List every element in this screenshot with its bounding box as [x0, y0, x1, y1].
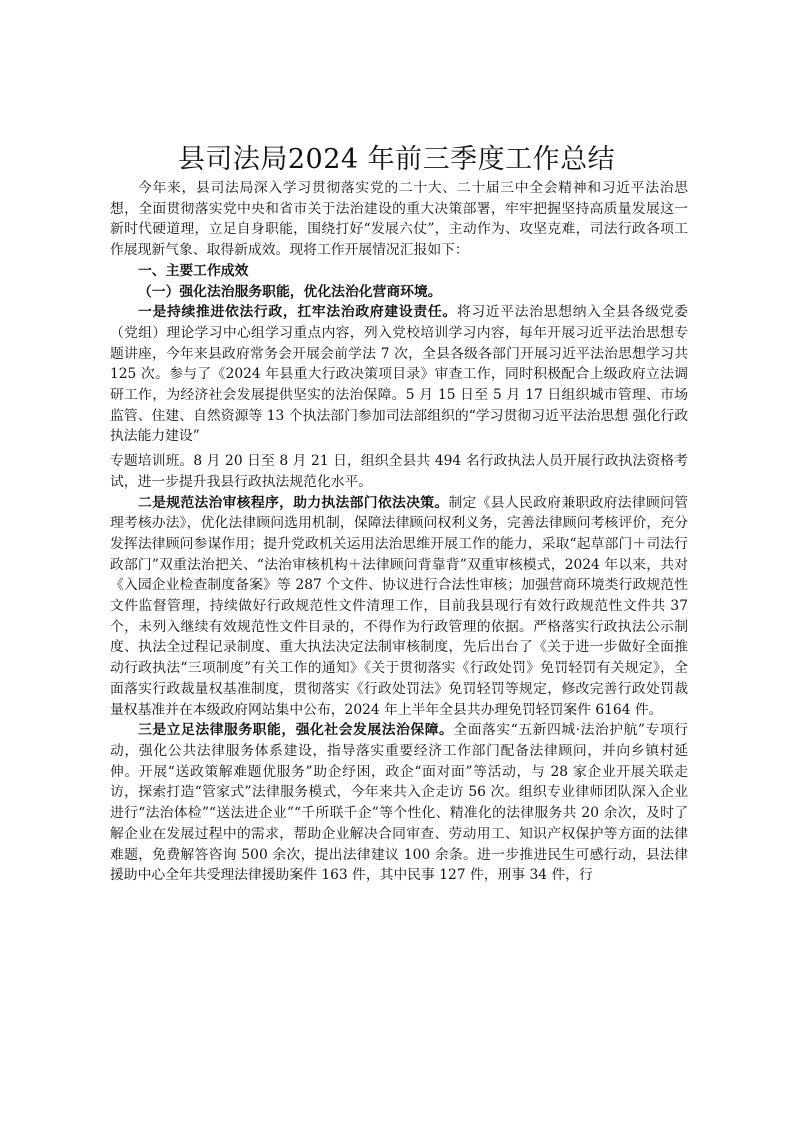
paragraph-lead: 三是立足法律服务职能，强化社会发展法治保障。	[138, 722, 454, 739]
document-body	[110, 178, 688, 886]
paragraph-text: 制定《县人民政府兼职政府法律顾问管理考核办法》，优化法律顾问选用机制，保障法律顾问权利义务，完善法律顾问考核评价，充分发挥法律顾问参谋作用；提升党政机关运用法治思维开展工作的能力，采取“起草部门＋司法行政部门”双重法治把关、“法治审核机构＋法律顾问背靠背”双重审核模式，2024 年以来，共对《入园企业检查制度备案》等 287 个文件、协议进行合法性审核；加强营商环境类行政规范性文件监督管理，持续做好行政规范性文件清理工作，目前我县现行有效行政规范性文件共 37 个，未列入继续有效规范性文件目录的，不得作为行政管理的依据。严格落实行政执法公示制度、执法全过程记录制度、重大执法决定法制审核制度，先后出台了《关于进一步做好全面推动行政执法“三项制度”有关工作的通知》《关于贯彻落实《行政处罚》免罚轻罚有关规定》，全面落实行政裁量权基准制度，贯彻落实《行政处罚法》免罚轻罚等规定，修改完善行政处罚裁量权基准并在本级政府网站集中公布，2024 年上半年全县共办理免罚轻罚案件 6164 件。	[110, 494, 689, 718]
paragraph-continuation: 专题培训班。8 月 20 日至 8 月 21 日，组织全县共 494 名行政执法人员开展行政执法资格考试，进一步提升我县行政执法规范化水平。	[110, 453, 688, 490]
paragraph-text: 将习近平法治思想纳入全县各级党委（党组）理论学习中心组学习重点内容，列入党校培训学习内容，每年开展习近平法治思想专题讲座，今年来县政府常务会开展会前学法 7 次，全县各级各部门开展习近平法治思想学习共 125 次。参与了《2024 年县重大行政决策项目录》审查工作，同时积极配合上级政府立法调研工作，为经济社会发展提供坚实的法治保障。5 月 15 日至 5 月 17 日组织城市管理、市场监管、住建、自然资源等 13 个执法部门参加司法部组织的“学习贯彻习近平法治思想 强化行政执法能力建设”	[110, 304, 689, 445]
subsection-heading-legal-service: （一）强化法治服务职能，优化法治化营商环境。	[138, 283, 442, 300]
paragraph-lead: 二是规范法治审核程序，助力执法部门依法决策。	[138, 494, 449, 511]
section-heading-main-results: 一、主要工作成效	[138, 262, 249, 279]
intro-paragraph: 今年来，县司法局深入学习贯彻落实党的二十大、二十届三中全会精神和习近平法治思想，全面贯彻落实党中央和省市关于法治建设的重大决策部署，牢牢把握坚持高质量发展这一新时代硬道理，立足自身职能，围绕打好“发展六仗”，主动作为、攻坚克难，司法行政各项工作展现新气象、取得新成效。现将工作开展情况汇报如下：	[110, 180, 688, 259]
paragraph-legal-review	[110, 493, 688, 721]
paragraph-lead: 一是持续推进依法行政，扛牢法治政府建设责任。	[138, 304, 457, 321]
paragraph-legal-services	[110, 720, 688, 886]
document-title: 县司法局2024 年前三季度工作总结	[177, 144, 616, 175]
paragraph-text: 全面落实“五新四城·法治护航”专项行动，强化公共法律服务体系建设，指导落实重要经济工作部门配备法律顾问，并向乡镇村延伸。开展“送政策解难题优服务”助企纾困，政企“面对面”等活动，与 28 家企业开展关联走访，探索打造“管家式”法律服务模式，今年来共入企走访 56 次。组织专业律师团队深入企业进行“法治体检”“送法进企业”“千所联千企”等个性化、精准化的法律服务共 20 余次，及时了解企业在发展过程中的需求，帮助企业解决合同审查、劳动用工、知识产权保护等方面的法律难题，免费解答咨询 500 余次，提出法律建议 100 余条。进一步推进民生可感行动，县法律援助中心全年共受理法律援助案件 163 件，其中民事 127 件，刑事 34 件，行	[110, 722, 688, 884]
paragraph-administration-by-law	[110, 302, 688, 447]
